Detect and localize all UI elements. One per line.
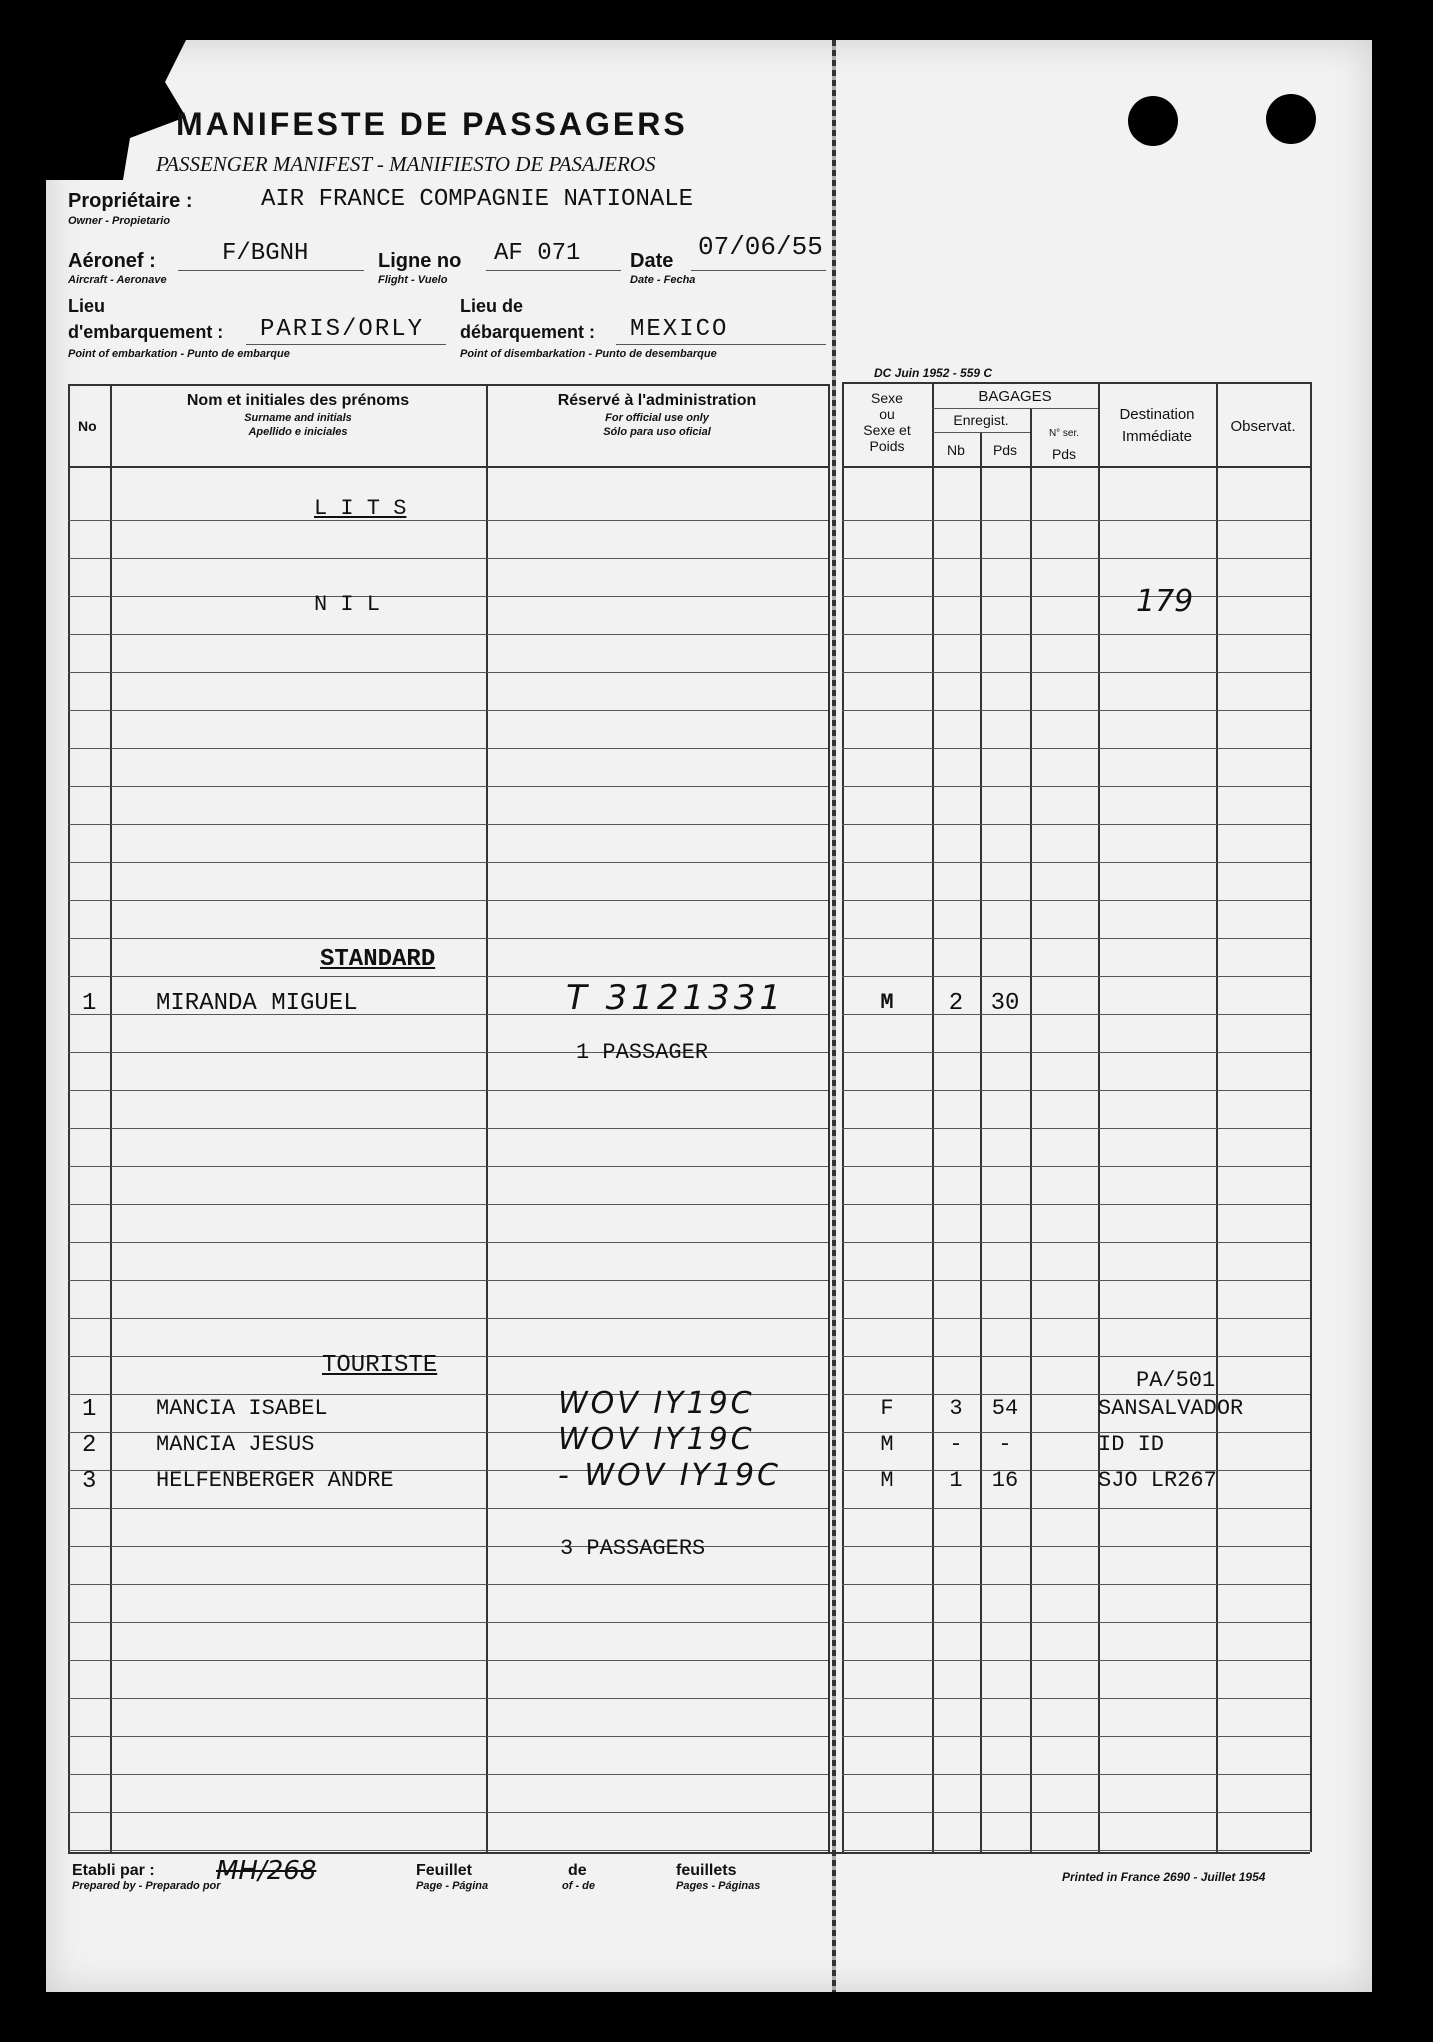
row-line (68, 1280, 828, 1281)
owner-sub: Owner - Propietario (68, 215, 171, 227)
row-line (842, 1280, 1310, 1281)
col-pds: Pds (992, 442, 1018, 458)
tour-row-sex: M (880, 1468, 894, 1493)
row-line (68, 634, 828, 635)
feuillets-sub: Pages - Páginas (676, 1880, 761, 1892)
col-no: No (78, 418, 97, 434)
row-line (842, 1242, 1310, 1243)
std-row-no: 1 (82, 990, 97, 1017)
row-line (68, 1356, 828, 1357)
row-line (68, 1128, 828, 1129)
page-title: MANIFESTE DE PASSAGERS (176, 106, 688, 142)
row-line (842, 1850, 1310, 1851)
de: de (568, 1862, 587, 1879)
embark-value: PARIS/ORLY (260, 316, 425, 343)
etabli-sub: Prepared by - Preparado por (72, 1880, 221, 1892)
pa501: PA/501 (1136, 1368, 1216, 1393)
tour-row-sex: F (880, 1396, 894, 1421)
tour-row-nb: - (949, 1432, 963, 1457)
tour-row-nb: 1 (949, 1468, 963, 1493)
row-line (68, 1508, 828, 1509)
owner-value: AIR FRANCE COMPAGNIE NATIONALE (261, 186, 694, 213)
std-row-nb: 2 (948, 990, 964, 1017)
flight-sub: Flight - Vuelo (378, 274, 448, 286)
row-line (68, 520, 828, 521)
row-line (842, 1622, 1310, 1623)
row-line (842, 710, 1310, 711)
row-line (68, 1660, 828, 1661)
col-pds2: Pds (1051, 446, 1077, 462)
row-line (68, 748, 828, 749)
date-value: 07/06/55 (698, 232, 823, 262)
row-line (68, 1242, 828, 1243)
row-line (68, 1812, 828, 1813)
flight-value: AF 071 (494, 240, 581, 267)
lits-heading: L I T S (314, 496, 407, 521)
col-nser: N° ser. (1048, 428, 1080, 439)
row-line (842, 1128, 1310, 1129)
tour-row-admin: WOV IY19C (558, 1386, 755, 1421)
tour-row-sex: M (880, 1432, 894, 1457)
row-line (68, 558, 828, 559)
row-line (842, 1052, 1310, 1053)
embark-label-1: Lieu (68, 296, 106, 316)
embark-sub: Point of embarkation - Punto de embarque (68, 348, 290, 360)
tour-row-no: 3 (82, 1468, 97, 1495)
std-row-pds: 30 (990, 990, 1020, 1017)
std-row-name: MIRANDA MIGUEL (156, 990, 358, 1017)
std-row-sex: M (880, 990, 894, 1015)
page-subtitle: PASSENGER MANIFEST - MANIFIESTO DE PASAJEROS (156, 152, 656, 176)
col-enreg: Enregist. (953, 412, 1009, 428)
row-line (68, 862, 828, 863)
col-nb: Nb (947, 442, 965, 458)
tour-row-no: 2 (82, 1432, 97, 1459)
col-name: Nom et initiales des prénoms (186, 392, 410, 409)
tour-row-pds: - (998, 1432, 1012, 1457)
col-bagages: BAGAGES (978, 388, 1052, 405)
row-line (842, 520, 1310, 521)
row-line (842, 1698, 1310, 1699)
punch-hole (1266, 94, 1316, 144)
col-dest-1: Destination (1119, 406, 1195, 423)
row-line (842, 1736, 1310, 1737)
disembark-value: MEXICO (630, 316, 729, 343)
col-sex-4: Poids (869, 438, 905, 454)
row-line (842, 1584, 1310, 1585)
date-label: Date (630, 250, 674, 272)
tour-row-admin: WOV IY19C (558, 1422, 755, 1457)
row-line (68, 1546, 828, 1547)
col-name-en: Surname and initials (244, 412, 352, 424)
tour-row-dest: ID ID (1098, 1432, 1165, 1457)
flight-label: Ligne no (378, 250, 462, 272)
nil-text: N I L (314, 592, 381, 617)
row-line (68, 1736, 828, 1737)
row-line (842, 1204, 1310, 1205)
row-line (68, 938, 828, 939)
row-line (842, 1546, 1310, 1547)
row-line (842, 1774, 1310, 1775)
col-dest-2: Immédiate (1121, 428, 1193, 445)
row-line (68, 1584, 828, 1585)
row-line (68, 596, 828, 597)
tour-row-dest: SANSALVADOR (1098, 1396, 1244, 1421)
row-line (842, 634, 1310, 635)
touriste-heading: TOURISTE (322, 1352, 438, 1379)
row-line (842, 938, 1310, 939)
row-line (68, 710, 828, 711)
feuillets: feuillets (676, 1862, 737, 1879)
col-admin-en: For official use only (605, 412, 709, 424)
row-line (842, 1090, 1310, 1091)
row-line (842, 900, 1310, 901)
disembark-sub: Point of disembarkation - Punto de desembarque (460, 348, 717, 360)
row-line (68, 786, 828, 787)
tour-row-name: MANCIA JESUS (156, 1432, 315, 1457)
row-line (68, 1166, 828, 1167)
row-line (68, 824, 828, 825)
col-sex-1: Sexe (871, 390, 903, 406)
col-name-es: Apellido e iniciales (248, 426, 348, 438)
etabli-value: MH/268 (216, 1856, 317, 1886)
row-line (842, 862, 1310, 863)
printed-note: Printed in France 2690 - Juillet 1954 (1062, 1870, 1266, 1884)
row-line (842, 1318, 1310, 1319)
date-sub: Date - Fecha (630, 274, 696, 286)
tour-total: 3 PASSAGERS (560, 1536, 706, 1561)
row-line (842, 748, 1310, 749)
punch-hole (1128, 96, 1178, 146)
std-row-admin: T 3121331 (566, 978, 785, 1018)
form-ref: DC Juin 1952 - 559 C (874, 366, 993, 380)
disembark-label-2: débarquement : (460, 322, 596, 342)
disembark-label-1: Lieu de (460, 296, 524, 316)
tour-row-dest: SJO LR267 (1098, 1468, 1217, 1493)
row-line (68, 1052, 828, 1053)
row-line (68, 976, 828, 977)
row-line (842, 976, 1310, 977)
row-line (68, 900, 828, 901)
row-line (842, 786, 1310, 787)
row-line (842, 672, 1310, 673)
row-line (842, 1660, 1310, 1661)
aircraft-sub: Aircraft - Aeronave (68, 274, 167, 286)
row-line (68, 672, 828, 673)
de-sub: of - de (562, 1880, 595, 1892)
tour-row-nb: 3 (949, 1396, 963, 1421)
row-line (842, 1166, 1310, 1167)
col-sex-2: ou (879, 406, 895, 422)
feuillet-sub: Page - Página (416, 1880, 489, 1892)
row-line (842, 1508, 1310, 1509)
row-line (842, 1356, 1310, 1357)
row-line (68, 1090, 828, 1091)
embark-label-2: d'embarquement : (68, 322, 224, 342)
row-line (68, 1318, 828, 1319)
owner-label: Propriétaire : (68, 190, 193, 212)
row-line (68, 1622, 828, 1623)
row-line (842, 1812, 1310, 1813)
feuillet: Feuillet (416, 1862, 473, 1879)
aircraft-value: F/BGNH (222, 240, 309, 267)
tour-row-pds: 54 (991, 1396, 1019, 1421)
tour-row-admin: - WOV IY19C (558, 1458, 781, 1493)
tour-row-name: MANCIA ISABEL (156, 1396, 328, 1421)
row-line (842, 558, 1310, 559)
col-obs: Observat. (1230, 418, 1296, 435)
row-line (842, 596, 1310, 597)
standard-heading: STANDARD (320, 946, 436, 973)
row-line (68, 1850, 828, 1851)
tour-row-name: HELFENBERGER ANDRE (156, 1468, 394, 1493)
row-line (68, 1204, 828, 1205)
etabli-label: Etabli par : (72, 1862, 155, 1879)
tour-row-pds: 16 (991, 1468, 1019, 1493)
row-line (68, 1774, 828, 1775)
tour-row-no: 1 (82, 1396, 97, 1423)
col-admin: Réservé à l'administration (557, 392, 757, 409)
dest-179: 179 (1136, 584, 1194, 619)
col-admin-es: Sólo para uso oficial (603, 426, 711, 438)
row-line (68, 1698, 828, 1699)
row-line (842, 824, 1310, 825)
fold-line (832, 40, 836, 1992)
col-sex-3: Sexe et (863, 422, 911, 438)
aircraft-label: Aéronef : (68, 250, 156, 272)
std-total: 1 PASSAGER (576, 1040, 709, 1065)
manifest-sheet (46, 40, 1372, 1992)
row-line (842, 1394, 1310, 1395)
